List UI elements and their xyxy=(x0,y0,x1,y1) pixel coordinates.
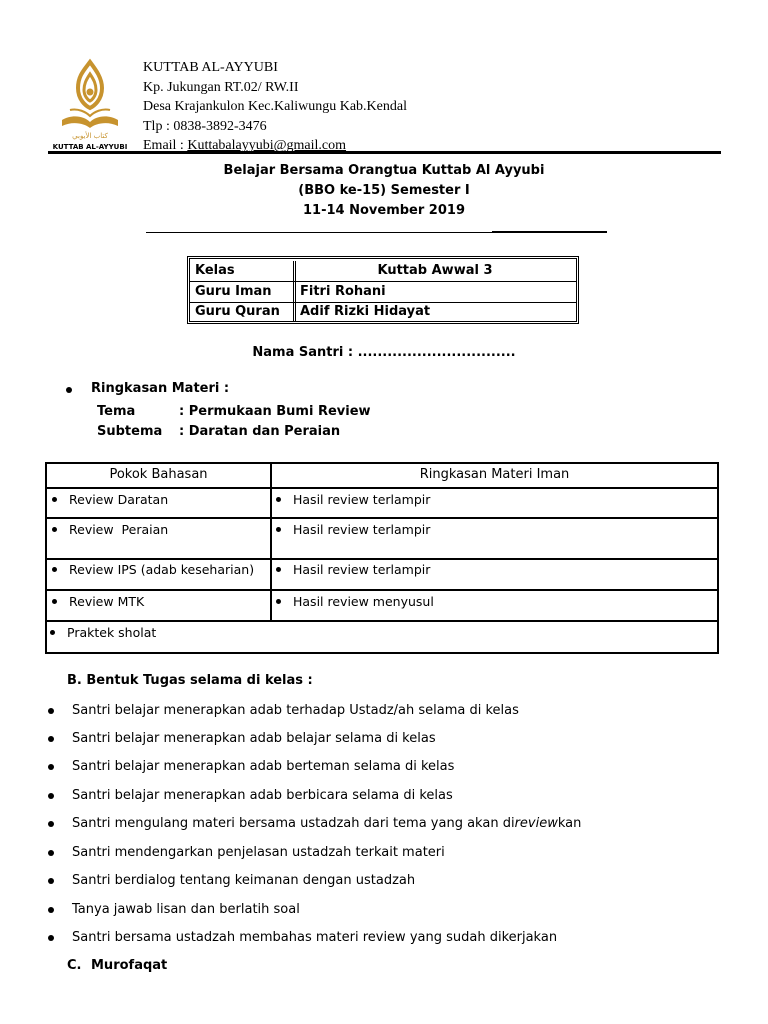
bullet-icon xyxy=(276,527,281,532)
nama-santri-line: Nama Santri : ................................ xyxy=(252,345,516,360)
ringkasan-label: Ringkasan Materi : xyxy=(91,381,230,396)
kelas-label: Kelas xyxy=(195,263,235,278)
bullet-icon xyxy=(50,630,55,635)
org-phone: Tlp : 0838-3892-3476 xyxy=(143,118,267,134)
materi-table xyxy=(45,462,719,654)
document-title xyxy=(0,161,768,221)
col-header-ringkasan: Ringkasan Materi Iman xyxy=(419,467,570,482)
email-link[interactable]: Kuttabalayyubi@gmail.com xyxy=(187,138,347,153)
tema-row xyxy=(97,404,371,419)
org-info xyxy=(143,58,407,156)
bullet-icon xyxy=(48,850,54,856)
tugas-heading: B. Bentuk Tugas selama di kelas : xyxy=(67,673,313,688)
bullet-icon xyxy=(52,567,57,572)
subtema-row xyxy=(97,424,340,439)
table-row: Review IPS (adab keseharian) xyxy=(52,562,254,577)
title-line-2: (BBO ke-15) Semester I xyxy=(298,183,470,198)
kuttab-logo xyxy=(48,56,132,152)
bullet-icon xyxy=(52,527,57,532)
guru-quran-value: Adif Rizki Hidayat xyxy=(300,304,431,319)
logo-caption: KUTTAB AL-AYYUBI xyxy=(52,143,128,151)
table-cell: Hasil review terlampir xyxy=(276,562,430,577)
bullet-icon xyxy=(48,907,54,913)
org-address-1: Kp. Jukungan RT.02/ RW.II xyxy=(143,79,299,95)
header-rule xyxy=(48,151,721,154)
table-row-kelas xyxy=(190,261,576,282)
bullet-icon xyxy=(52,497,57,502)
subtema-label: Subtema xyxy=(97,424,163,439)
kelas-value: Kuttab Awwal 3 xyxy=(377,263,493,278)
subtema-value: : Daratan dan Peraian xyxy=(179,424,341,439)
table-row-guru-quran xyxy=(190,302,576,322)
table-row: Praktek sholat xyxy=(50,625,156,640)
bullet-icon xyxy=(48,708,54,714)
bullet-icon xyxy=(48,878,54,884)
title-underline-thick xyxy=(492,231,607,233)
table-row: Review Daratan xyxy=(52,492,168,507)
logo-arabic-text: كتاب الأيوبي xyxy=(72,132,108,140)
bullet-icon xyxy=(276,599,281,604)
title-line-1: Belajar Bersama Orangtua Kuttab Al Ayyubi xyxy=(223,163,545,178)
section-c-heading xyxy=(67,958,167,973)
guru-iman-value: Fitri Rohani xyxy=(300,284,386,299)
bullet-icon xyxy=(48,793,54,799)
teacher-table xyxy=(187,256,579,324)
bullet-icon xyxy=(276,567,281,572)
bullet-icon xyxy=(48,736,54,742)
email-label: Email : xyxy=(143,138,188,153)
table-cell: Hasil review menyusul xyxy=(276,594,434,609)
section-c-number: C. xyxy=(67,958,82,973)
title-line-3: 11-14 November 2019 xyxy=(303,203,465,218)
tema-value: : Permukaan Bumi Review xyxy=(179,404,371,419)
table-cell: Hasil review terlampir xyxy=(276,522,430,537)
bullet-icon xyxy=(48,821,54,827)
table-row-guru-iman xyxy=(190,282,576,303)
section-c-label: Murofaqat xyxy=(91,958,168,973)
guru-quran-label: Guru Quran xyxy=(195,304,280,319)
title-underline xyxy=(146,232,492,233)
table-row: Review Peraian xyxy=(52,522,168,537)
org-address-2: Desa Krajankulon Kec.Kaliwungu Kab.Kendal xyxy=(143,99,407,114)
table-cell: Hasil review terlampir xyxy=(276,492,430,507)
bullet-icon xyxy=(52,599,57,604)
tema-label: Tema xyxy=(97,404,136,419)
bullet-icon xyxy=(66,387,72,393)
col-header-pokok: Pokok Bahasan xyxy=(109,467,208,482)
bullet-icon xyxy=(48,935,54,941)
table-row: Review MTK xyxy=(52,594,144,609)
guru-iman-label: Guru Iman xyxy=(195,284,272,299)
bullet-icon xyxy=(276,497,281,502)
org-name: KUTTAB AL-AYYUBI xyxy=(143,60,278,75)
bullet-icon xyxy=(48,764,54,770)
